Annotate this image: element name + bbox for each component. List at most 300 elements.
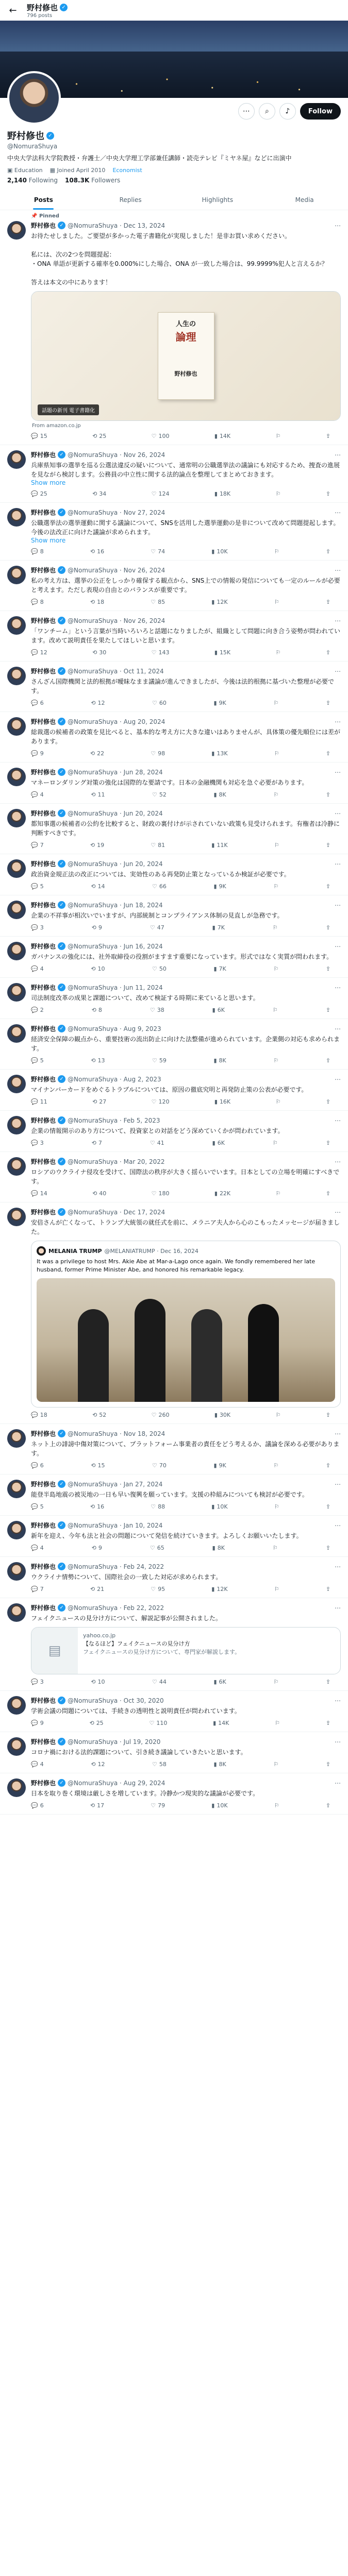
tweet-handle-date[interactable]: @NomuraShuya · Dec 13, 2024 (68, 222, 165, 229)
tweet-author[interactable]: 野村修也 (31, 860, 56, 868)
views-button[interactable]: ▮ 30K (214, 1412, 231, 1419)
more-icon[interactable]: ⋯ (335, 860, 341, 868)
views-button[interactable]: ▮ 18K (214, 490, 231, 498)
share-icon[interactable]: ⇪ (325, 1679, 330, 1686)
tweet[interactable] (0, 1691, 348, 1732)
tweet[interactable] (0, 854, 348, 895)
like-button[interactable]: ♡ 50 (152, 965, 167, 973)
avatar[interactable] (7, 809, 26, 827)
views-button[interactable]: ▮ 10K (211, 1802, 228, 1809)
tweet[interactable] (0, 611, 348, 662)
avatar[interactable] (7, 1429, 26, 1448)
reply-button[interactable]: 💬 6 (31, 700, 44, 707)
tweet-handle-date[interactable]: @NomuraShuya · Nov 26, 2024 (68, 617, 165, 624)
share-icon[interactable]: ⇪ (325, 924, 330, 931)
tweet[interactable] (0, 895, 348, 937)
reply-button[interactable]: 💬 8 (31, 548, 44, 555)
retweet-button[interactable]: ⟲ 15 (91, 1462, 105, 1469)
reply-button[interactable]: 💬 3 (31, 1140, 44, 1147)
book-image[interactable] (31, 291, 341, 421)
bookmark-icon[interactable]: ⚐ (274, 548, 279, 555)
like-button[interactable]: ♡ 79 (151, 1802, 165, 1809)
tweet-handle-date[interactable]: @NomuraShuya · Jun 18, 2024 (68, 901, 163, 909)
tweet-author[interactable]: 野村修也 (31, 668, 56, 675)
share-icon[interactable]: ⇪ (325, 548, 330, 555)
share-icon[interactable]: ⇪ (325, 1140, 330, 1147)
retweet-button[interactable]: ⟲ 34 (92, 490, 107, 498)
avatar[interactable] (7, 1075, 26, 1093)
bookmark-icon[interactable]: ⚐ (273, 791, 279, 799)
like-button[interactable]: ♡ 120 (151, 1098, 170, 1106)
avatar[interactable] (7, 450, 26, 469)
bookmark-icon[interactable]: ⚐ (275, 1190, 281, 1197)
back-arrow-icon[interactable]: ← (9, 5, 17, 16)
views-button[interactable]: ▮ 7K (212, 924, 225, 931)
retweet-button[interactable]: ⟲ 12 (91, 1761, 105, 1768)
tweet-author[interactable]: 野村修也 (31, 1563, 56, 1571)
tweet[interactable] (0, 662, 348, 712)
more-icon[interactable]: ⋯ (335, 1738, 341, 1745)
tweet-handle-date[interactable]: @NomuraShuya · Jun 28, 2024 (68, 768, 163, 776)
more-icon[interactable]: ⋯ (335, 809, 341, 817)
avatar[interactable] (7, 1521, 26, 1539)
like-button[interactable]: ♡ 143 (151, 649, 170, 656)
tweet-handle-date[interactable]: @NomuraShuya · Mar 20, 2022 (68, 1158, 165, 1165)
tweet-author[interactable]: 野村修也 (31, 1481, 56, 1488)
tab-media[interactable]: Media (295, 196, 314, 204)
tweet-author[interactable]: 野村修也 (31, 567, 56, 574)
bell-icon[interactable]: ♪ (279, 103, 296, 120)
more-icon[interactable]: ⋯ (335, 1480, 341, 1488)
like-button[interactable]: ♡ 66 (152, 883, 167, 890)
like-button[interactable]: ♡ 58 (152, 1761, 167, 1768)
reply-button[interactable]: 💬 6 (31, 1802, 44, 1809)
tweet-author[interactable]: 野村修也 (31, 769, 56, 776)
reply-button[interactable]: 💬 3 (31, 924, 44, 931)
like-button[interactable]: ♡ 98 (151, 750, 165, 757)
reply-button[interactable]: 💬 12 (31, 649, 47, 656)
retweet-button[interactable]: ⟲ 9 (91, 1545, 102, 1552)
search-icon[interactable]: ⌕ (259, 103, 275, 120)
tweet-author[interactable]: 野村修也 (31, 451, 56, 459)
tweet[interactable] (0, 1773, 348, 1815)
views-button[interactable]: ▮ 14K (213, 1720, 229, 1727)
bookmark-icon[interactable]: ⚐ (275, 649, 281, 656)
tweet-handle-date[interactable]: @NomuraShuya · Oct 30, 2020 (68, 1697, 164, 1704)
tweet-author[interactable]: 野村修也 (31, 1158, 56, 1166)
tweet-author[interactable]: 野村修也 (31, 617, 56, 625)
views-button[interactable]: ▮ 8K (213, 791, 226, 799)
tweet-author[interactable]: 野村修也 (31, 1117, 56, 1125)
reply-button[interactable]: 💬 7 (31, 842, 44, 849)
tweet-handle-date[interactable]: @NomuraShuya · Oct 11, 2024 (68, 667, 164, 675)
retweet-button[interactable]: ⟲ 9 (91, 924, 102, 931)
like-button[interactable]: ♡ 110 (149, 1720, 168, 1727)
retweet-button[interactable]: ⟲ 25 (92, 433, 107, 440)
retweet-button[interactable]: ⟲ 21 (90, 1586, 105, 1593)
tweet-author[interactable]: 野村修也 (31, 1604, 56, 1612)
avatar[interactable] (7, 1737, 26, 1756)
like-button[interactable]: ♡ 38 (150, 1007, 164, 1014)
tweet[interactable] (0, 1152, 348, 1202)
bookmark-icon[interactable]: ⚐ (273, 1057, 279, 1064)
more-icon[interactable]: ⋯ (335, 222, 341, 229)
avatar[interactable] (7, 1024, 26, 1043)
share-icon[interactable]: ⇪ (325, 791, 330, 799)
views-button[interactable]: ▮ 6K (213, 1679, 226, 1686)
tab-replies[interactable]: Replies (119, 196, 142, 204)
like-button[interactable]: ♡ 180 (151, 1190, 170, 1197)
bookmark-icon[interactable]: ⚐ (273, 965, 279, 973)
more-icon[interactable]: ⋯ (335, 1697, 341, 1704)
retweet-button[interactable]: ⟲ 19 (90, 842, 105, 849)
reply-button[interactable]: 💬 18 (31, 1412, 47, 1419)
avatar[interactable] (7, 1603, 26, 1622)
retweet-button[interactable]: ⟲ 11 (91, 791, 105, 799)
tweet[interactable] (0, 219, 348, 445)
tweet-handle-date[interactable]: @NomuraShuya · Nov 26, 2024 (68, 451, 165, 459)
bookmark-icon[interactable]: ⚐ (275, 1412, 281, 1419)
tweet[interactable] (0, 762, 348, 804)
avatar[interactable] (7, 566, 26, 584)
tweet-author[interactable]: 野村修也 (31, 222, 56, 230)
tweet-handle-date[interactable]: @NomuraShuya · Jun 11, 2024 (68, 984, 163, 991)
views-button[interactable]: ▮ 7K (213, 965, 226, 973)
retweet-button[interactable]: ⟲ 10 (91, 965, 105, 973)
more-icon[interactable]: ⋯ (335, 566, 341, 574)
retweet-button[interactable]: ⟲ 7 (91, 1140, 102, 1147)
bookmark-icon[interactable]: ⚐ (274, 599, 279, 606)
avatar[interactable] (7, 983, 26, 1002)
tweet-handle-date[interactable]: @NomuraShuya · Feb 22, 2022 (68, 1604, 164, 1612)
bookmark-icon[interactable]: ⚐ (272, 924, 278, 931)
views-button[interactable]: ▮ 22K (214, 1190, 231, 1197)
more-icon[interactable]: ⋯ (335, 942, 341, 950)
avatar[interactable] (7, 717, 26, 736)
retweet-button[interactable]: ⟲ 40 (92, 1190, 107, 1197)
profile-link[interactable]: Economist (112, 167, 142, 174)
tweet-author[interactable]: 野村修也 (31, 1209, 56, 1216)
like-button[interactable]: ♡ 59 (152, 1057, 167, 1064)
bookmark-icon[interactable]: ⚐ (274, 842, 279, 849)
avatar[interactable] (7, 901, 26, 919)
tweet-author[interactable]: 野村修也 (31, 1430, 56, 1438)
tweet-handle-date[interactable]: @NomuraShuya · Nov 26, 2024 (68, 566, 165, 574)
more-icon[interactable]: ⋯ (335, 617, 341, 624)
more-icon[interactable]: ⋯ (335, 901, 341, 909)
like-button[interactable]: ♡ 47 (150, 924, 164, 931)
more-icon[interactable]: ⋯ (335, 1604, 341, 1612)
more-icon[interactable]: ⋯ (335, 1075, 341, 1083)
avatar[interactable] (7, 508, 26, 527)
views-button[interactable]: ▮ 11K (211, 842, 228, 849)
bookmark-icon[interactable]: ⚐ (272, 1545, 278, 1552)
like-button[interactable]: ♡ 81 (151, 842, 165, 849)
bookmark-icon[interactable]: ⚐ (274, 750, 279, 757)
views-button[interactable]: ▮ 6K (212, 1140, 225, 1147)
tweet[interactable] (0, 1202, 348, 1424)
share-icon[interactable]: ⇪ (325, 433, 330, 440)
reply-button[interactable]: 💬 4 (31, 791, 44, 799)
share-icon[interactable]: ⇪ (325, 883, 330, 890)
tweet-handle-date[interactable]: @NomuraShuya · Aug 2, 2023 (68, 1075, 161, 1083)
share-icon[interactable]: ⇪ (325, 750, 330, 757)
tweet[interactable] (0, 1598, 348, 1691)
reply-button[interactable]: 💬 5 (31, 1057, 44, 1064)
tweet-author[interactable]: 野村修也 (31, 984, 56, 992)
share-icon[interactable]: ⇪ (325, 1761, 330, 1768)
share-icon[interactable]: ⇪ (325, 700, 330, 707)
more-icon[interactable]: ⋯ (335, 1158, 341, 1165)
share-icon[interactable]: ⇪ (325, 842, 330, 849)
share-icon[interactable]: ⇪ (325, 965, 330, 973)
bookmark-icon[interactable]: ⚐ (272, 1140, 278, 1147)
reply-button[interactable]: 💬 5 (31, 883, 44, 890)
retweet-button[interactable]: ⟲ 30 (92, 649, 107, 656)
tweet[interactable] (0, 561, 348, 611)
bookmark-icon[interactable]: ⚐ (275, 433, 281, 440)
tweet-handle-date[interactable]: @NomuraShuya · Aug 20, 2024 (68, 718, 165, 725)
share-icon[interactable]: ⇪ (325, 1802, 330, 1809)
tweet-handle-date[interactable]: @NomuraShuya · Jun 16, 2024 (68, 942, 163, 950)
tweet[interactable] (0, 1424, 348, 1475)
reply-button[interactable]: 💬 9 (31, 1720, 44, 1727)
tweet-handle-date[interactable]: @NomuraShuya · Aug 29, 2024 (68, 1779, 165, 1787)
tab-posts[interactable]: Posts (0, 190, 87, 210)
more-icon[interactable]: ⋯ (335, 1563, 341, 1570)
views-button[interactable]: ▮ 16K (214, 1098, 231, 1106)
tweet[interactable] (0, 1516, 348, 1557)
tweet-author[interactable]: 野村修也 (31, 1738, 56, 1746)
like-button[interactable]: ♡ 65 (150, 1545, 164, 1552)
avatar[interactable] (7, 1157, 26, 1176)
tweet-author[interactable]: 野村修也 (31, 1780, 56, 1787)
avatar[interactable] (7, 667, 26, 685)
more-icon[interactable]: ⋯ (238, 103, 255, 120)
like-button[interactable]: ♡ 88 (151, 1503, 165, 1511)
tweet-author[interactable]: 野村修也 (31, 718, 56, 726)
more-icon[interactable]: ⋯ (335, 1430, 341, 1437)
views-button[interactable]: ▮ 8K (213, 1057, 226, 1064)
share-icon[interactable]: ⇪ (325, 1057, 330, 1064)
tweet-author[interactable]: 野村修也 (31, 902, 56, 909)
retweet-button[interactable]: ⟲ 27 (92, 1098, 107, 1106)
like-button[interactable]: ♡ 100 (151, 433, 170, 440)
tweet-handle-date[interactable]: @NomuraShuya · Jan 27, 2024 (68, 1480, 163, 1488)
more-icon[interactable]: ⋯ (335, 1521, 341, 1529)
tweet-handle-date[interactable]: @NomuraShuya · Feb 24, 2022 (68, 1563, 164, 1570)
followers-count[interactable]: 108.3K Followers (65, 177, 121, 184)
like-button[interactable]: ♡ 60 (152, 700, 167, 707)
views-button[interactable]: ▮ 13K (211, 750, 228, 757)
reply-button[interactable]: 💬 5 (31, 1503, 44, 1511)
avatar[interactable] (7, 1696, 26, 1715)
avatar[interactable] (7, 1562, 26, 1581)
tweet-handle-date[interactable]: @NomuraShuya · Jun 20, 2024 (68, 860, 163, 868)
reply-button[interactable]: 💬 4 (31, 1761, 44, 1768)
tweet[interactable] (0, 1557, 348, 1598)
reply-button[interactable]: 💬 11 (31, 1098, 47, 1106)
retweet-button[interactable]: ⟲ 13 (91, 1057, 105, 1064)
views-button[interactable]: ▮ 6K (212, 1007, 225, 1014)
reply-button[interactable]: 💬 4 (31, 965, 44, 973)
retweet-button[interactable]: ⟲ 14 (91, 883, 105, 890)
views-button[interactable]: ▮ 8K (212, 1545, 225, 1552)
quoted-photo[interactable] (37, 1278, 335, 1402)
avatar[interactable] (7, 1116, 26, 1134)
tweet[interactable] (0, 1019, 348, 1070)
show-more-link[interactable]: Show more (31, 537, 66, 545)
views-button[interactable]: ▮ 10K (211, 548, 228, 555)
views-button[interactable]: ▮ 15K (214, 649, 231, 656)
share-icon[interactable]: ⇪ (325, 1503, 330, 1511)
share-icon[interactable]: ⇪ (325, 1462, 330, 1469)
reply-button[interactable]: 💬 3 (31, 1679, 44, 1686)
more-icon[interactable]: ⋯ (335, 1025, 341, 1032)
retweet-button[interactable]: ⟲ 8 (91, 1007, 102, 1014)
tweet[interactable] (0, 712, 348, 762)
following-count[interactable]: 2,140 Following (7, 177, 58, 184)
tweet[interactable] (0, 445, 348, 503)
tweet-handle-date[interactable]: @NomuraShuya · Nov 27, 2024 (68, 509, 165, 516)
avatar[interactable] (7, 1778, 26, 1797)
views-button[interactable]: ▮ 8K (213, 1761, 226, 1768)
tweet-handle-date[interactable]: @NomuraShuya · Jan 10, 2024 (68, 1521, 163, 1529)
tweet-author[interactable]: 野村修也 (31, 1697, 56, 1705)
share-icon[interactable]: ⇪ (325, 1007, 330, 1014)
bookmark-icon[interactable]: ⚐ (273, 1462, 279, 1469)
tweet[interactable] (0, 937, 348, 978)
like-button[interactable]: ♡ 85 (151, 599, 165, 606)
reply-button[interactable]: 💬 15 (31, 433, 47, 440)
tweet-author[interactable]: 野村修也 (31, 1522, 56, 1530)
more-icon[interactable]: ⋯ (335, 667, 341, 675)
avatar[interactable] (7, 859, 26, 878)
like-button[interactable]: ♡ 44 (152, 1679, 167, 1686)
retweet-button[interactable]: ⟲ 12 (91, 700, 105, 707)
like-button[interactable]: ♡ 41 (150, 1140, 164, 1147)
tweet-handle-date[interactable]: @NomuraShuya · Dec 17, 2024 (68, 1208, 165, 1216)
bookmark-icon[interactable]: ⚐ (274, 1802, 279, 1809)
bookmark-icon[interactable]: ⚐ (274, 1586, 279, 1593)
tweet-handle-date[interactable]: @NomuraShuya · Jul 19, 2020 (68, 1738, 161, 1745)
like-button[interactable]: ♡ 95 (151, 1586, 165, 1593)
share-icon[interactable]: ⇪ (325, 1098, 330, 1106)
avatar[interactable] (7, 1208, 26, 1226)
views-button[interactable]: ▮ 9K (213, 1462, 226, 1469)
reply-button[interactable]: 💬 14 (31, 1190, 47, 1197)
avatar[interactable] (7, 616, 26, 635)
bookmark-icon[interactable]: ⚐ (275, 490, 281, 498)
quoted-tweet[interactable]: MELANIA TRUMP @MELANIATRUMP · Dec 16, 2024 It was a privilege to host Mrs. Akie Abe at Mar-a-Lago once again. We fondly remembered her late husband, former Prime Minister Abe, and honored his remarkable legacy. (31, 1241, 341, 1408)
reply-button[interactable]: 💬 7 (31, 1586, 44, 1593)
share-icon[interactable]: ⇪ (325, 1586, 330, 1593)
retweet-button[interactable]: ⟲ 16 (90, 548, 105, 555)
share-icon[interactable]: ⇪ (325, 599, 330, 606)
avatar[interactable] (7, 1480, 26, 1498)
views-button[interactable]: ▮ 12K (211, 599, 228, 606)
tweet[interactable] (0, 503, 348, 561)
like-button[interactable]: ♡ 124 (151, 490, 170, 498)
share-icon[interactable]: ⇪ (325, 1720, 330, 1727)
retweet-button[interactable]: ⟲ 25 (89, 1720, 104, 1727)
tweet-author[interactable]: 野村修也 (31, 509, 56, 517)
views-button[interactable]: ▮ 10K (211, 1503, 228, 1511)
bookmark-icon[interactable]: ⚐ (272, 1007, 278, 1014)
link-source[interactable]: From amazon.co.jp (32, 423, 81, 429)
more-icon[interactable]: ⋯ (335, 718, 341, 725)
like-button[interactable]: ♡ 260 (151, 1412, 170, 1419)
tweet[interactable] (0, 1732, 348, 1773)
bookmark-icon[interactable]: ⚐ (275, 1720, 280, 1727)
tweet[interactable] (0, 804, 348, 854)
reply-button[interactable]: 💬 8 (31, 599, 44, 606)
bookmark-icon[interactable]: ⚐ (275, 1098, 281, 1106)
follow-button[interactable]: Follow (300, 103, 341, 120)
avatar[interactable] (7, 221, 26, 240)
views-button[interactable]: ▮ 9K (213, 700, 226, 707)
bookmark-icon[interactable]: ⚐ (273, 700, 279, 707)
tweet[interactable] (0, 978, 348, 1019)
tweet-author[interactable]: 野村修也 (31, 943, 56, 951)
tweet[interactable] (0, 1475, 348, 1516)
tweet[interactable] (0, 1070, 348, 1111)
tweet-author[interactable]: 野村修也 (31, 1076, 56, 1083)
more-icon[interactable]: ⋯ (335, 509, 341, 516)
avatar[interactable] (7, 71, 61, 125)
avatar[interactable] (7, 768, 26, 786)
retweet-button[interactable]: ⟲ 18 (90, 599, 105, 606)
retweet-button[interactable]: ⟲ 17 (90, 1802, 105, 1809)
reply-button[interactable]: 💬 25 (31, 490, 47, 498)
reply-button[interactable]: 💬 9 (31, 750, 44, 757)
like-button[interactable]: ♡ 52 (152, 791, 167, 799)
retweet-button[interactable]: ⟲ 52 (92, 1412, 107, 1419)
reply-button[interactable]: 💬 4 (31, 1545, 44, 1552)
bookmark-icon[interactable]: ⚐ (273, 1679, 279, 1686)
more-icon[interactable]: ⋯ (335, 984, 341, 991)
tweet-handle-date[interactable]: @NomuraShuya · Jun 20, 2024 (68, 809, 163, 817)
bookmark-icon[interactable]: ⚐ (273, 883, 279, 890)
more-icon[interactable]: ⋯ (335, 1779, 341, 1787)
tweet-author[interactable]: 野村修也 (31, 1025, 56, 1033)
more-icon[interactable]: ⋯ (335, 1116, 341, 1124)
share-icon[interactable]: ⇪ (325, 490, 330, 498)
more-icon[interactable]: ⋯ (335, 1208, 341, 1216)
reply-button[interactable]: 💬 6 (31, 1462, 44, 1469)
retweet-button[interactable]: ⟲ 22 (90, 750, 105, 757)
bookmark-icon[interactable]: ⚐ (274, 1503, 279, 1511)
tweet-author[interactable]: 野村修也 (31, 810, 56, 818)
tab-highlights[interactable]: Highlights (202, 196, 234, 204)
bookmark-icon[interactable]: ⚐ (273, 1761, 279, 1768)
share-icon[interactable]: ⇪ (325, 1545, 330, 1552)
reply-button[interactable]: 💬 2 (31, 1007, 44, 1014)
views-button[interactable]: ▮ 9K (213, 883, 226, 890)
share-icon[interactable]: ⇪ (325, 1190, 330, 1197)
retweet-button[interactable]: ⟲ 10 (91, 1679, 105, 1686)
avatar[interactable] (7, 942, 26, 960)
more-icon[interactable]: ⋯ (335, 451, 341, 459)
share-icon[interactable]: ⇪ (325, 1412, 330, 1419)
tweet-handle-date[interactable]: @NomuraShuya · Feb 5, 2023 (68, 1116, 160, 1124)
link-card[interactable]: ▤ yahoo.co.jp 【なるほど】フェイクニュースの見分け方 フェイクニュースの見分け方について、専門家が解説します。 (31, 1627, 341, 1674)
tweet-handle-date[interactable]: @NomuraShuya · Aug 9, 2023 (68, 1025, 161, 1032)
retweet-button[interactable]: ⟲ 16 (90, 1503, 105, 1511)
tweet-handle-date[interactable]: @NomuraShuya · Nov 18, 2024 (68, 1430, 165, 1437)
views-button[interactable]: ▮ 14K (214, 433, 231, 440)
views-button[interactable]: ▮ 12K (211, 1586, 228, 1593)
